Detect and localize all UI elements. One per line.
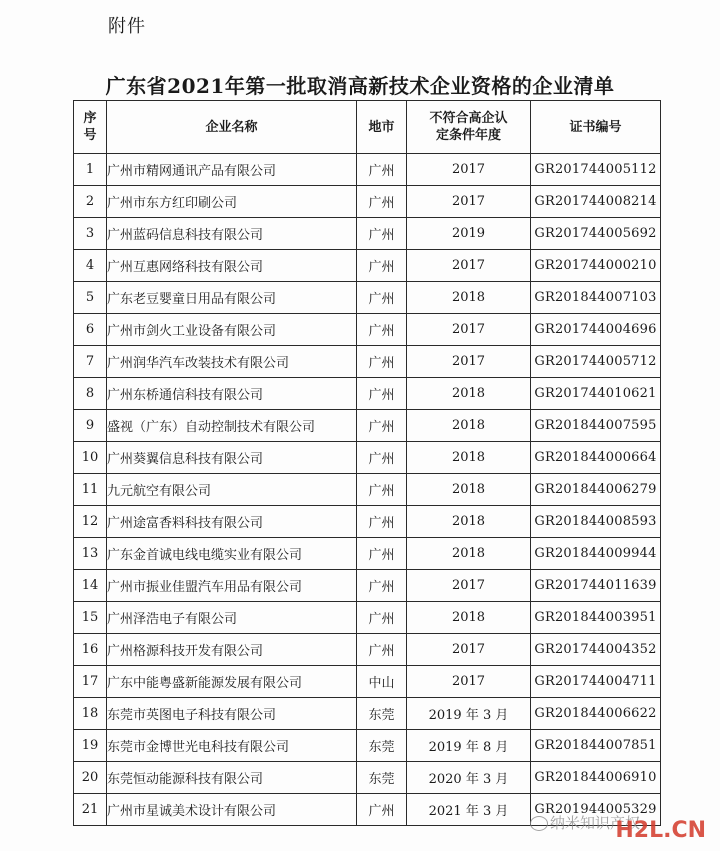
city: 广州 [357, 346, 407, 378]
certificate-number: GR201844000664 [531, 442, 661, 474]
company-name: 广州格源科技开发有限公司 [107, 634, 357, 666]
company-name: 东莞市金博世光电科技有限公司 [107, 730, 357, 762]
row-number: 6 [74, 314, 107, 346]
city: 广州 [357, 474, 407, 506]
row-number: 7 [74, 346, 107, 378]
row-number: 8 [74, 378, 107, 410]
table-header-row [74, 101, 661, 154]
table-row [74, 602, 661, 634]
certificate-number: GR201744005692 [531, 218, 661, 250]
certificate-number: GR201844006279 [531, 474, 661, 506]
certificate-number: GR201844003951 [531, 602, 661, 634]
header-cert: 证书编号 [531, 101, 661, 154]
noncompliance-year: 2021 年 3 月 [407, 794, 531, 826]
company-name: 广州市东方红印刷公司 [107, 186, 357, 218]
noncompliance-year: 2017 [407, 346, 531, 378]
table-row [74, 186, 661, 218]
table-row [74, 378, 661, 410]
city: 广州 [357, 442, 407, 474]
certificate-number: GR201844006910 [531, 762, 661, 794]
city: 广州 [357, 154, 407, 186]
certificate-number: GR201844006622 [531, 698, 661, 730]
certificate-number: GR201744000210 [531, 250, 661, 282]
certificate-number: GR201744005112 [531, 154, 661, 186]
company-name: 广东中能粤盛新能源发展有限公司 [107, 666, 357, 698]
city: 广州 [357, 794, 407, 826]
noncompliance-year: 2017 [407, 314, 531, 346]
certificate-number: GR201844007103 [531, 282, 661, 314]
header-no: 序 号 [74, 101, 107, 154]
header-city: 地市 [357, 101, 407, 154]
table-row [74, 570, 661, 602]
row-number: 4 [74, 250, 107, 282]
table-row [74, 634, 661, 666]
row-number: 15 [74, 602, 107, 634]
table-row [74, 762, 661, 794]
table-row [74, 154, 661, 186]
noncompliance-year: 2017 [407, 570, 531, 602]
city: 广州 [357, 570, 407, 602]
table-row [74, 730, 661, 762]
certificate-number: GR201844008593 [531, 506, 661, 538]
company-name: 广州蓝码信息科技有限公司 [107, 218, 357, 250]
row-number: 2 [74, 186, 107, 218]
company-name: 广州东桥通信科技有限公司 [107, 378, 357, 410]
row-number: 13 [74, 538, 107, 570]
row-number: 9 [74, 410, 107, 442]
table-row [74, 506, 661, 538]
noncompliance-year: 2018 [407, 442, 531, 474]
certificate-number: GR201744011639 [531, 570, 661, 602]
noncompliance-year: 2018 [407, 506, 531, 538]
enterprise-table [73, 100, 661, 826]
city: 广州 [357, 506, 407, 538]
company-name: 广州葵翼信息科技有限公司 [107, 442, 357, 474]
noncompliance-year: 2017 [407, 154, 531, 186]
row-number: 18 [74, 698, 107, 730]
row-number: 12 [74, 506, 107, 538]
city: 广州 [357, 410, 407, 442]
noncompliance-year: 2018 [407, 538, 531, 570]
certificate-number: GR201844009944 [531, 538, 661, 570]
city: 广州 [357, 602, 407, 634]
noncompliance-year: 2018 [407, 282, 531, 314]
certificate-number: GR201744010621 [531, 378, 661, 410]
watermark-brand: 纳米知识产权 [550, 814, 641, 832]
table-row [74, 442, 661, 474]
table-body [74, 154, 661, 826]
company-name: 广州互惠网络科技有限公司 [107, 250, 357, 282]
row-number: 10 [74, 442, 107, 474]
city: 中山 [357, 666, 407, 698]
row-number: 3 [74, 218, 107, 250]
certificate-number: GR201744005712 [531, 346, 661, 378]
wechat-icon [530, 816, 548, 831]
header-name: 企业名称 [107, 101, 357, 154]
noncompliance-year: 2020 年 3 月 [407, 762, 531, 794]
city: 东莞 [357, 698, 407, 730]
table-row [74, 666, 661, 698]
noncompliance-year: 2018 [407, 602, 531, 634]
document-title: 广东省2021年第一批取消高新技术企业资格的企业清单 [105, 74, 615, 98]
row-number: 14 [74, 570, 107, 602]
certificate-number: GR201944005329 [531, 794, 661, 826]
row-number: 5 [74, 282, 107, 314]
noncompliance-year: 2017 [407, 186, 531, 218]
table-row [74, 698, 661, 730]
row-number: 17 [74, 666, 107, 698]
company-name: 广州市剑火工业设备有限公司 [107, 314, 357, 346]
attachment-label: 附件 [108, 16, 146, 37]
table-row [74, 314, 661, 346]
watermark-site: H2L.CN [615, 818, 706, 843]
noncompliance-year: 2018 [407, 474, 531, 506]
city: 广州 [357, 282, 407, 314]
row-number: 21 [74, 794, 107, 826]
certificate-number: GR201744004711 [531, 666, 661, 698]
row-number: 16 [74, 634, 107, 666]
row-number: 11 [74, 474, 107, 506]
table-row [74, 410, 661, 442]
company-name: 东莞恒动能源科技有限公司 [107, 762, 357, 794]
company-name: 广州市星诚美术设计有限公司 [107, 794, 357, 826]
city: 广州 [357, 250, 407, 282]
certificate-number: GR201744004352 [531, 634, 661, 666]
row-number: 20 [74, 762, 107, 794]
table-row [74, 346, 661, 378]
city: 广州 [357, 314, 407, 346]
city: 广州 [357, 378, 407, 410]
company-name: 广州市精网通讯产品有限公司 [107, 154, 357, 186]
certificate-number: GR201744004696 [531, 314, 661, 346]
city: 广州 [357, 634, 407, 666]
table-row [74, 538, 661, 570]
certificate-number: GR201844007851 [531, 730, 661, 762]
company-name: 广州途富香料科技有限公司 [107, 506, 357, 538]
noncompliance-year: 2017 [407, 250, 531, 282]
city: 广州 [357, 186, 407, 218]
company-name: 广州润华汽车改装技术有限公司 [107, 346, 357, 378]
table-row [74, 474, 661, 506]
noncompliance-year: 2019 年 8 月 [407, 730, 531, 762]
company-name: 九元航空有限公司 [107, 474, 357, 506]
certificate-number: GR201844007595 [531, 410, 661, 442]
certificate-number: GR201744008214 [531, 186, 661, 218]
row-number: 19 [74, 730, 107, 762]
noncompliance-year: 2017 [407, 666, 531, 698]
header-year: 不符合高企认 定条件年度 [407, 101, 531, 154]
table-row [74, 282, 661, 314]
city: 东莞 [357, 730, 407, 762]
city: 东莞 [357, 762, 407, 794]
table-row [74, 218, 661, 250]
company-name: 广州泽浩电子有限公司 [107, 602, 357, 634]
noncompliance-year: 2019 [407, 218, 531, 250]
company-name: 东莞市英图电子科技有限公司 [107, 698, 357, 730]
noncompliance-year: 2017 [407, 634, 531, 666]
company-name: 广州市振业佳盟汽车用品有限公司 [107, 570, 357, 602]
company-name: 广东金首诚电线电缆实业有限公司 [107, 538, 357, 570]
company-name: 盛视（广东）自动控制技术有限公司 [107, 410, 357, 442]
city: 广州 [357, 538, 407, 570]
noncompliance-year: 2019 年 3 月 [407, 698, 531, 730]
company-name: 广东老豆婴童日用品有限公司 [107, 282, 357, 314]
table-row [74, 250, 661, 282]
row-number: 1 [74, 154, 107, 186]
noncompliance-year: 2018 [407, 410, 531, 442]
city: 广州 [357, 218, 407, 250]
noncompliance-year: 2018 [407, 378, 531, 410]
